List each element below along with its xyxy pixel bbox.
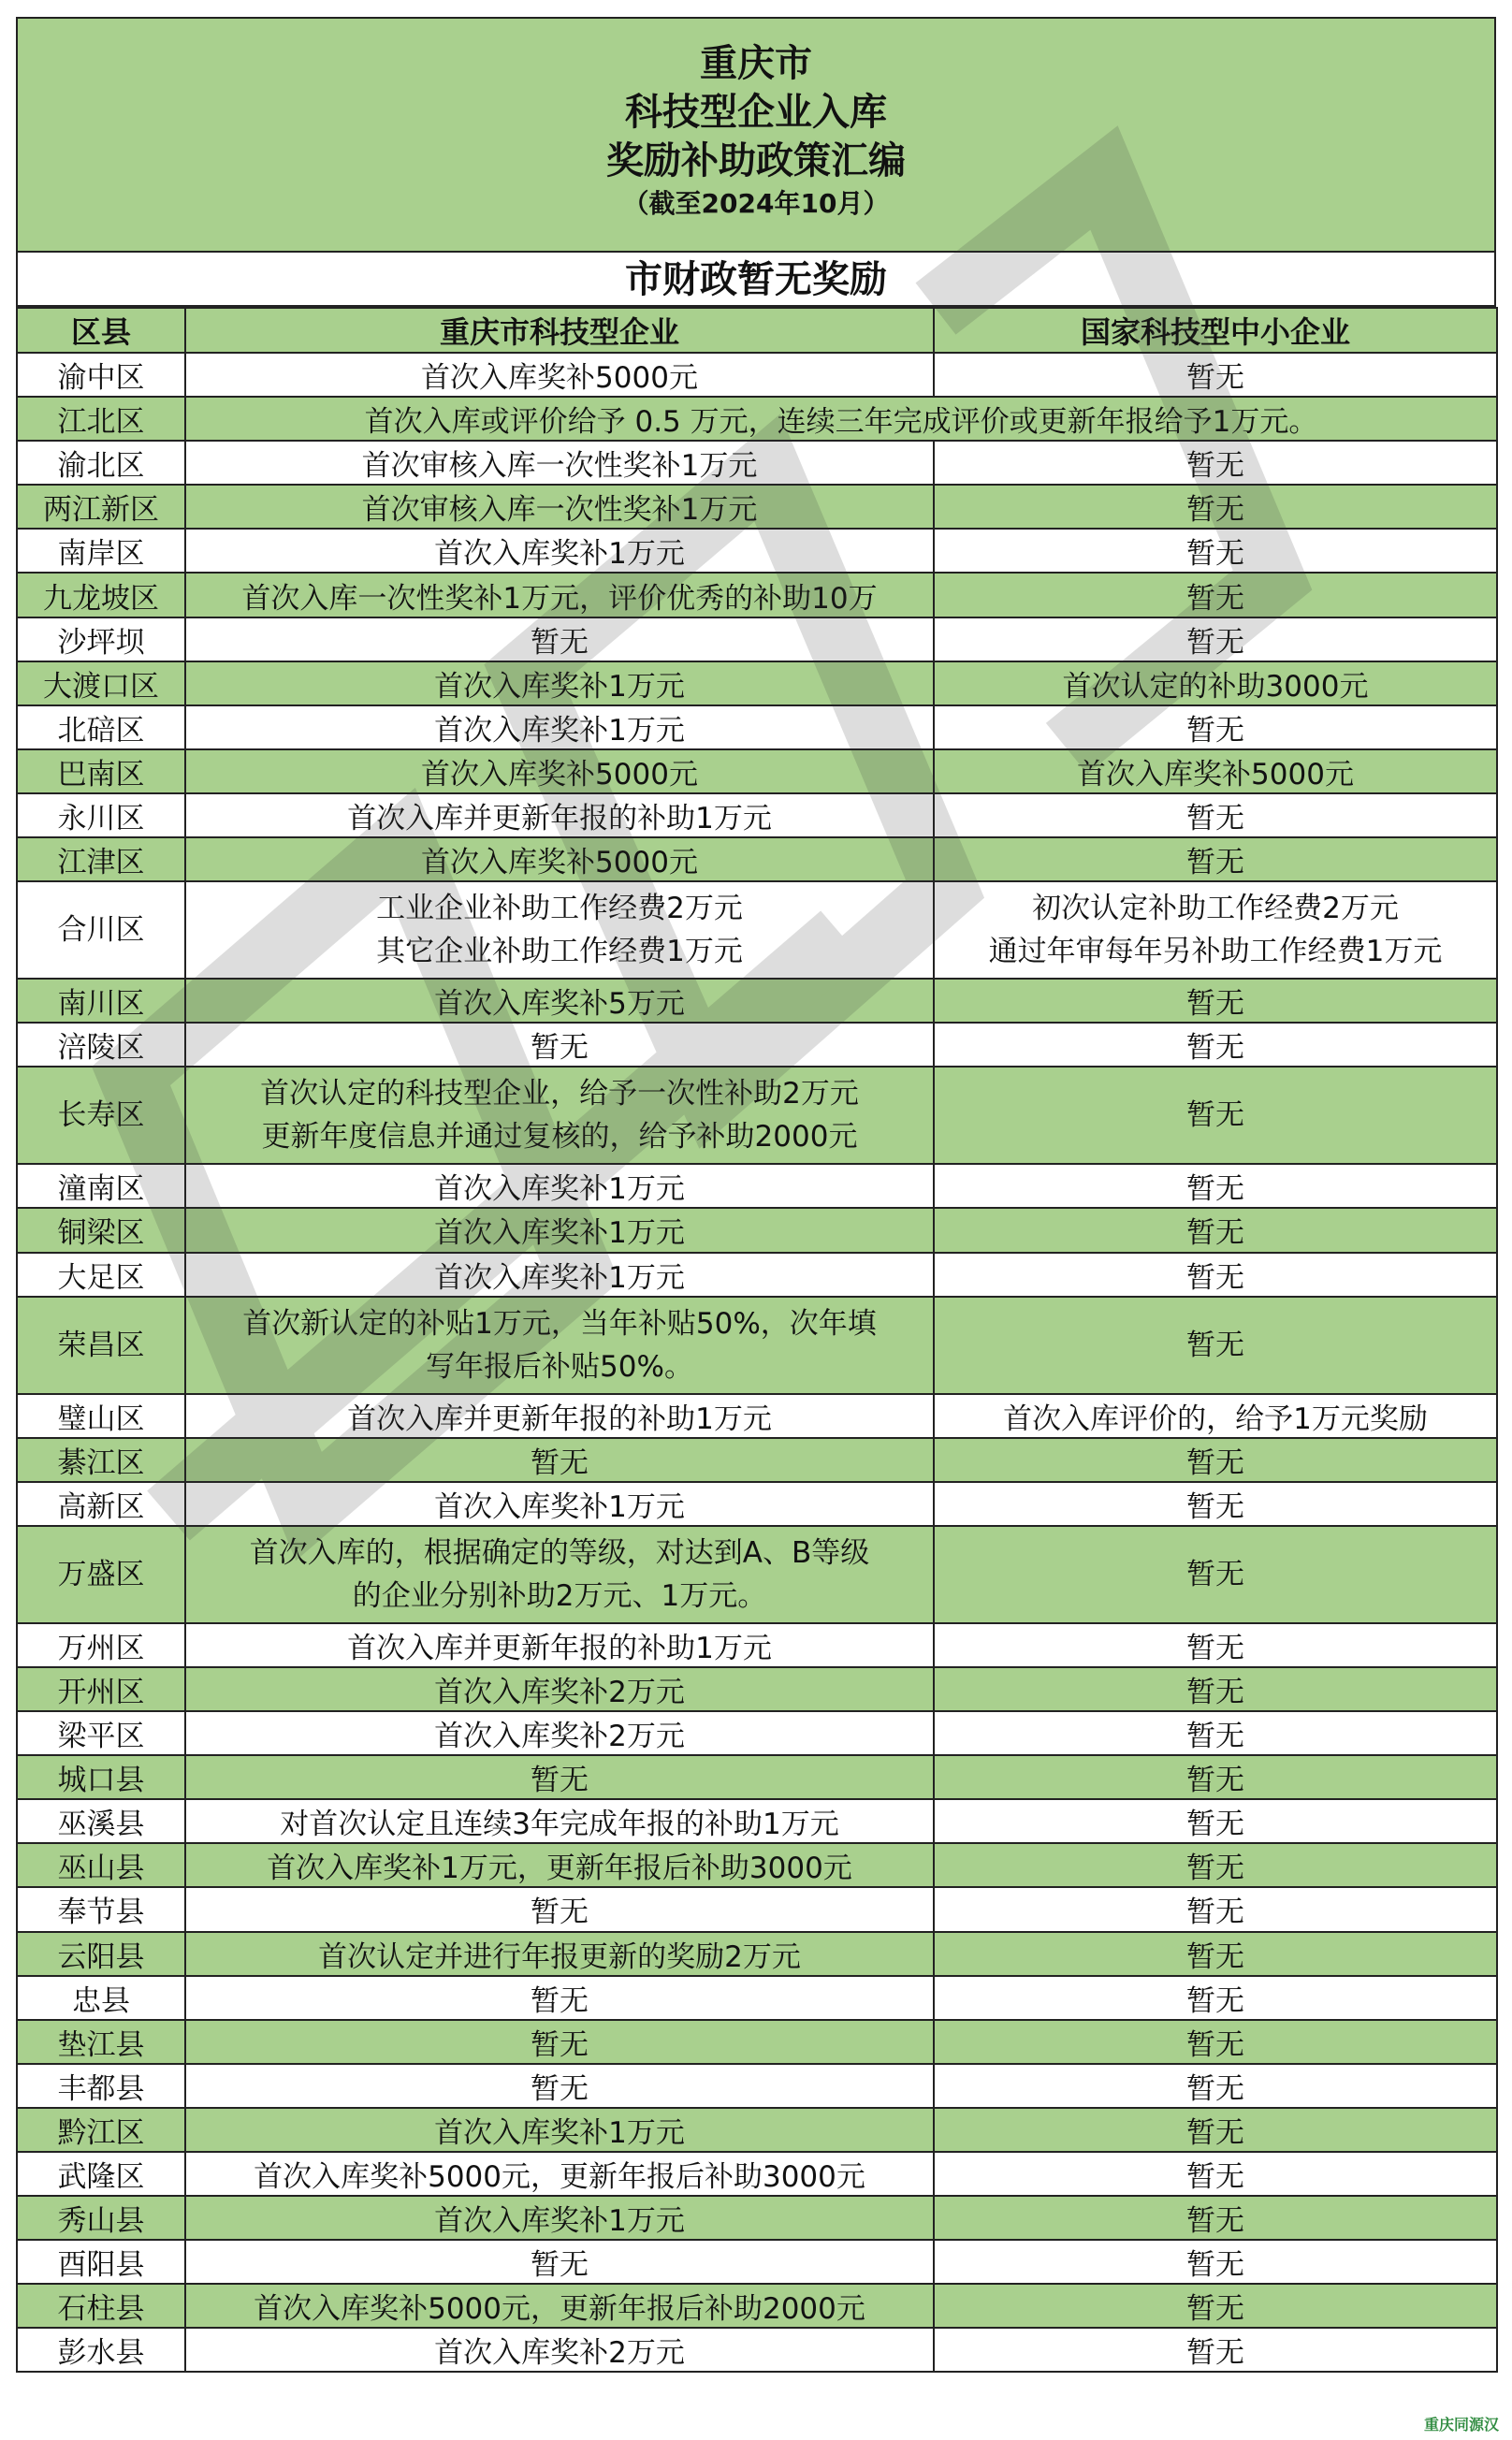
- city-policy-line-2: 其它企业补助工作经费1万元: [376, 935, 743, 969]
- national-policy-cell: [934, 881, 1497, 979]
- city-policy-cell: [185, 793, 934, 837]
- city-policy-line: 暂无: [531, 2027, 589, 2062]
- city-policy-line: 首次入库奖补2万元: [434, 2336, 685, 2371]
- national-policy-line: 暂无: [1186, 2160, 1244, 2195]
- district-cell: 高新区: [17, 1482, 185, 1526]
- district-cell: 荣昌区: [17, 1297, 185, 1394]
- table-row: [17, 353, 1497, 397]
- header-district: 区县: [17, 308, 185, 353]
- city-policy-cell: [185, 705, 934, 749]
- national-policy-cell: [934, 705, 1497, 749]
- city-policy-line: 暂无: [531, 1445, 589, 1480]
- national-policy-cell: [934, 1164, 1497, 1208]
- national-policy-line: 暂无: [1186, 449, 1244, 484]
- city-policy-line: 首次入库奖补5000元: [421, 757, 698, 792]
- city-policy-cell: [185, 979, 934, 1023]
- national-policy-line: 暂无: [1186, 1939, 1244, 1974]
- district-cell: 奉节县: [17, 1887, 185, 1931]
- table-row: [17, 2240, 1497, 2284]
- national-policy-cell: [934, 1887, 1497, 1931]
- brand-mark: 重庆同源汉: [1423, 2416, 1499, 2433]
- city-policy-line: 首次入库奖补5000元: [421, 361, 698, 396]
- national-policy-cell: [934, 749, 1497, 793]
- subtitle: 市财政暂无奖励: [16, 253, 1496, 307]
- city-policy-line: 暂无: [531, 1031, 589, 1066]
- table-row: [17, 2328, 1497, 2372]
- city-policy-line: 首次入库奖补2万元: [434, 1676, 685, 1710]
- city-policy-line: 工业企业补助工作经费2万元: [376, 892, 743, 926]
- district-cell: 城口县: [17, 1755, 185, 1799]
- table-row: [17, 2108, 1497, 2152]
- district-cell: 武隆区: [17, 2152, 185, 2196]
- city-policy-line: 首次入库并更新年报的补助1万元: [347, 1631, 772, 1665]
- national-policy-line: 暂无: [1186, 581, 1244, 616]
- table-row: [17, 1843, 1497, 1887]
- national-policy-line: 暂无: [1186, 2115, 1244, 2150]
- city-policy-line: 首次入库奖补1万元: [434, 1489, 685, 1524]
- national-policy-cell: [934, 1023, 1497, 1067]
- district-cell: 巫溪县: [17, 1799, 185, 1843]
- district-cell: 开州区: [17, 1667, 185, 1711]
- city-policy-line: 首次审核入库一次性奖补1万元: [361, 493, 758, 528]
- national-policy-cell: [934, 1667, 1497, 1711]
- city-policy-cell: [185, 617, 934, 661]
- table-row: [17, 1482, 1497, 1526]
- table-row: [17, 1755, 1497, 1799]
- city-policy-line: 暂无: [531, 1895, 589, 1930]
- district-cell: 巫山县: [17, 1843, 185, 1887]
- table-row: [17, 1438, 1497, 1482]
- table-row: [17, 397, 1497, 441]
- national-policy-line: 暂无: [1186, 361, 1244, 396]
- table-row: [17, 1887, 1497, 1931]
- national-policy-line: 暂无: [1186, 987, 1244, 1022]
- table-row: [17, 617, 1497, 661]
- city-policy-line: 暂无: [531, 2248, 589, 2283]
- district-cell: 江津区: [17, 837, 185, 881]
- national-policy-cell: [934, 1208, 1497, 1252]
- city-policy-cell: [185, 1482, 934, 1526]
- national-policy-line: 暂无: [1186, 625, 1244, 660]
- table-row: [17, 979, 1497, 1023]
- national-policy-line: 暂无: [1186, 1445, 1244, 1480]
- national-policy-line: 暂无: [1186, 846, 1244, 880]
- district-cell: 綦江区: [17, 1438, 185, 1482]
- national-policy-line: 暂无: [1186, 1216, 1244, 1251]
- city-policy-line: 对首次认定且连续3年完成年报的补助1万元: [280, 1808, 839, 1842]
- city-policy-line: 首次入库奖补1万元，更新年报后补助3000元: [267, 1852, 852, 1886]
- national-policy-cell: [934, 485, 1497, 529]
- national-policy-line: 暂无: [1186, 1328, 1244, 1362]
- city-policy-cell: [185, 1755, 934, 1799]
- national-policy-cell: [934, 793, 1497, 837]
- header-city: 重庆市科技型企业: [185, 308, 934, 353]
- city-policy-cell: [185, 881, 934, 979]
- city-policy-cell: [185, 1023, 934, 1067]
- city-policy-line: 首次入库奖补2万元: [434, 1720, 685, 1754]
- district-cell: 九龙坡区: [17, 573, 185, 617]
- national-policy-cell: [934, 2240, 1497, 2284]
- city-policy-cell: [185, 2064, 934, 2108]
- national-policy-cell: [934, 2328, 1497, 2372]
- district-cell: 铜梁区: [17, 1208, 185, 1252]
- district-cell: 南川区: [17, 979, 185, 1023]
- city-policy-cell: [185, 1438, 934, 1482]
- national-policy-cell: [934, 1843, 1497, 1887]
- city-policy-cell: [185, 1667, 934, 1711]
- table-row: [17, 2020, 1497, 2064]
- national-policy-cell: [934, 1976, 1497, 2020]
- national-policy-cell: [934, 1799, 1497, 1843]
- city-policy-line: 暂无: [531, 1764, 589, 1798]
- city-policy-line: 暂无: [531, 2071, 589, 2106]
- national-policy-cell: [934, 1623, 1497, 1667]
- national-policy-line: 暂无: [1186, 1631, 1244, 1665]
- district-cell: 大渡口区: [17, 661, 185, 705]
- city-policy-line: 首次入库奖补5000元，更新年报后补助2000元: [254, 2292, 865, 2327]
- city-policy-cell: [185, 485, 934, 529]
- table-row: [17, 1253, 1497, 1297]
- district-cell: 潼南区: [17, 1164, 185, 1208]
- national-policy-line: 暂无: [1186, 1764, 1244, 1798]
- table-row: [17, 705, 1497, 749]
- city-policy-line: 首次入库的，根据确定的等级，对达到A、B等级: [249, 1535, 870, 1570]
- national-policy-cell: [934, 1394, 1497, 1438]
- district-cell: 江北区: [17, 397, 185, 441]
- city-policy-line: 首次入库奖补1万元: [434, 2204, 685, 2239]
- title-line-2: 科技型企业入库: [625, 91, 887, 134]
- table-row: [17, 837, 1497, 881]
- table-row: [17, 1394, 1497, 1438]
- title-block: [16, 17, 1496, 253]
- city-policy-cell: [185, 661, 934, 705]
- district-cell: 云阳县: [17, 1932, 185, 1976]
- national-policy-line: 暂无: [1186, 1172, 1244, 1207]
- national-policy-cell: [934, 979, 1497, 1023]
- table-row: [17, 1799, 1497, 1843]
- table-row: [17, 793, 1497, 837]
- city-policy-cell: [185, 1297, 934, 1394]
- national-policy-cell: [934, 2064, 1497, 2108]
- table-row: [17, 1023, 1497, 1067]
- city-policy-line: 首次入库奖补1万元: [434, 1172, 685, 1207]
- national-policy-line-2: 通过年审每年另补助工作经费1万元: [988, 935, 1443, 969]
- national-policy-cell: [934, 2196, 1497, 2240]
- national-policy-line: 暂无: [1186, 1031, 1244, 1066]
- national-policy-cell: [934, 2108, 1497, 2152]
- city-policy-cell: [185, 353, 934, 397]
- city-policy-line: 首次入库一次性奖补1万元，评价优秀的补助10万: [241, 581, 878, 616]
- table-row: [17, 1208, 1497, 1252]
- city-policy-line-2: 写年报后补贴50%。: [426, 1349, 693, 1384]
- district-cell: 两江新区: [17, 485, 185, 529]
- district-cell: 石柱县: [17, 2284, 185, 2328]
- district-cell: 璧山区: [17, 1394, 185, 1438]
- table-row: [17, 2196, 1497, 2240]
- district-cell: 黔江区: [17, 2108, 185, 2152]
- city-policy-cell: [185, 1394, 934, 1438]
- city-policy-cell: [185, 2020, 934, 2064]
- city-policy-cell: [185, 2108, 934, 2152]
- city-policy-line: 首次入库奖补5000元，更新年报后补助3000元: [254, 2160, 865, 2195]
- national-policy-line: 暂无: [1186, 1557, 1244, 1591]
- national-policy-cell: [934, 1755, 1497, 1799]
- district-cell: 忠县: [17, 1976, 185, 2020]
- table-row: [17, 1067, 1497, 1164]
- city-policy-line: 首次审核入库一次性奖补1万元: [361, 449, 758, 484]
- table-row: [17, 2064, 1497, 2108]
- table-row: [17, 485, 1497, 529]
- district-cell: 丰都县: [17, 2064, 185, 2108]
- table-row: [17, 1711, 1497, 1755]
- city-policy-line: 首次新认定的补贴1万元，当年补贴50%，次年填: [242, 1306, 877, 1341]
- national-policy-cell: [934, 2284, 1497, 2328]
- national-policy-cell: [934, 661, 1497, 705]
- table-row: [17, 1526, 1497, 1623]
- national-policy-line: 暂无: [1186, 1489, 1244, 1524]
- national-policy-line: 暂无: [1186, 2292, 1244, 2327]
- district-cell: 万州区: [17, 1623, 185, 1667]
- table-row: [17, 1932, 1497, 1976]
- national-policy-line: 暂无: [1186, 801, 1244, 835]
- city-policy-line: 首次认定并进行年报更新的奖励2万元: [318, 1939, 801, 1974]
- table-row: [17, 1623, 1497, 1667]
- national-policy-line: 首次入库奖补5000元: [1077, 757, 1354, 792]
- city-policy-cell: [185, 1067, 934, 1164]
- table-row: [17, 2152, 1497, 2196]
- city-policy-cell: [185, 1799, 934, 1843]
- national-policy-cell: [934, 837, 1497, 881]
- city-policy-cell: [185, 1711, 934, 1755]
- national-policy-line: 暂无: [1186, 2248, 1244, 2283]
- city-policy-cell: [185, 1253, 934, 1297]
- table-row: [17, 573, 1497, 617]
- city-policy-line: 首次入库奖补1万元: [434, 2115, 685, 2150]
- title-line-3: 奖励补助政策汇编: [606, 139, 906, 182]
- district-cell: 大足区: [17, 1253, 185, 1297]
- national-policy-line: 暂无: [1186, 2204, 1244, 2239]
- national-policy-cell: [934, 441, 1497, 485]
- city-policy-cell: [185, 573, 934, 617]
- table-row: [17, 1297, 1497, 1394]
- city-policy-line: 首次入库并更新年报的补助1万元: [347, 1402, 772, 1436]
- city-policy-cell: [185, 2328, 934, 2372]
- city-policy-cell: [185, 1932, 934, 1976]
- national-policy-cell: [934, 353, 1497, 397]
- district-cell: 垫江县: [17, 2020, 185, 2064]
- national-policy-line: 初次认定补助工作经费2万元: [1032, 892, 1399, 926]
- city-policy-line: 首次入库奖补1万元: [434, 1216, 685, 1251]
- national-policy-line: 暂无: [1186, 1852, 1244, 1886]
- national-policy-line: 首次入库评价的，给予1万元奖励: [1003, 1402, 1428, 1436]
- district-cell: 梁平区: [17, 1711, 185, 1755]
- city-policy-line: 首次入库奖补1万元: [434, 537, 685, 572]
- city-policy-line: 首次入库奖补1万元: [434, 669, 685, 704]
- national-policy-line: 暂无: [1186, 1720, 1244, 1754]
- national-policy-cell: [934, 573, 1497, 617]
- city-policy-cell: [185, 1164, 934, 1208]
- merged-policy-cell: 首次入库或评价给予 0.5 万元，连续三年完成评价或更新年报给予1万元。: [185, 397, 1497, 441]
- national-policy-line: 暂无: [1186, 1808, 1244, 1842]
- national-policy-line: 暂无: [1186, 1260, 1244, 1295]
- national-policy-cell: [934, 1438, 1497, 1482]
- table-row: [17, 529, 1497, 573]
- national-policy-line: 暂无: [1186, 2071, 1244, 2106]
- national-policy-line: 暂无: [1186, 2027, 1244, 2062]
- city-policy-line: 暂无: [531, 1983, 589, 2018]
- national-policy-line: 暂无: [1186, 537, 1244, 572]
- national-policy-line: 暂无: [1186, 493, 1244, 528]
- district-cell: 秀山县: [17, 2196, 185, 2240]
- district-cell: 南岸区: [17, 529, 185, 573]
- district-cell: 酉阳县: [17, 2240, 185, 2284]
- table-row: [17, 1667, 1497, 1711]
- city-policy-cell: [185, 1887, 934, 1931]
- city-policy-cell: [185, 1623, 934, 1667]
- table-row: [17, 881, 1497, 979]
- district-cell: 合川区: [17, 881, 185, 979]
- national-policy-cell: [934, 529, 1497, 573]
- title-date: （截至2024年10月）: [622, 188, 890, 219]
- national-policy-line: 暂无: [1186, 2336, 1244, 2371]
- district-cell: 沙坪坝: [17, 617, 185, 661]
- district-cell: 彭水县: [17, 2328, 185, 2372]
- city-policy-cell: [185, 1976, 934, 2020]
- city-policy-cell: [185, 837, 934, 881]
- national-policy-line: 暂无: [1186, 1676, 1244, 1710]
- district-cell: 巴南区: [17, 749, 185, 793]
- city-policy-cell: [185, 1843, 934, 1887]
- district-cell: 永川区: [17, 793, 185, 837]
- city-policy-cell: [185, 749, 934, 793]
- national-policy-line: 暂无: [1186, 713, 1244, 748]
- city-policy-cell: [185, 1526, 934, 1623]
- district-cell: 长寿区: [17, 1067, 185, 1164]
- national-policy-line: 暂无: [1186, 1983, 1244, 2018]
- city-policy-cell: [185, 2284, 934, 2328]
- city-policy-cell: [185, 2152, 934, 2196]
- city-policy-line: 暂无: [531, 625, 589, 660]
- national-policy-cell: [934, 1711, 1497, 1755]
- national-policy-cell: [934, 617, 1497, 661]
- national-policy-cell: [934, 1067, 1497, 1164]
- table-row: [17, 2284, 1497, 2328]
- district-cell: 渝中区: [17, 353, 185, 397]
- city-policy-line: 首次认定的科技型企业，给予一次性补助2万元: [260, 1077, 859, 1111]
- table-row: [17, 749, 1497, 793]
- national-policy-cell: [934, 1482, 1497, 1526]
- national-policy-cell: [934, 1297, 1497, 1394]
- table-row: [17, 441, 1497, 485]
- city-policy-line: 首次入库奖补5万元: [434, 987, 685, 1022]
- table-body: [17, 353, 1497, 2372]
- national-policy-cell: [934, 1932, 1497, 1976]
- city-policy-cell: [185, 2240, 934, 2284]
- city-policy-line: 首次入库奖补1万元: [434, 1260, 685, 1295]
- district-cell: 万盛区: [17, 1526, 185, 1623]
- table-row: [17, 1976, 1497, 2020]
- header-national: 国家科技型中小企业: [934, 308, 1497, 353]
- district-cell: 北碚区: [17, 705, 185, 749]
- district-cell: 渝北区: [17, 441, 185, 485]
- table-row: [17, 1164, 1497, 1208]
- city-policy-cell: [185, 529, 934, 573]
- district-cell: 涪陵区: [17, 1023, 185, 1067]
- city-policy-line: 首次入库奖补1万元: [434, 713, 685, 748]
- national-policy-cell: [934, 1253, 1497, 1297]
- policy-table: [16, 307, 1498, 2373]
- national-policy-cell: [934, 2152, 1497, 2196]
- national-policy-line: 暂无: [1186, 1895, 1244, 1930]
- city-policy-line-2: 的企业分别补助2万元、1万元。: [352, 1578, 767, 1613]
- national-policy-cell: [934, 1526, 1497, 1623]
- table-row: [17, 661, 1497, 705]
- national-policy-line: 暂无: [1186, 1098, 1244, 1133]
- table-header-row: [17, 308, 1497, 353]
- policy-sheet: [16, 17, 1496, 2373]
- national-policy-cell: [934, 2020, 1497, 2064]
- city-policy-line-2: 更新年度信息并通过复核的，给予补助2000元: [261, 1120, 858, 1155]
- city-policy-cell: [185, 1208, 934, 1252]
- city-policy-cell: [185, 441, 934, 485]
- city-policy-line: 首次入库奖补5000元: [421, 846, 698, 880]
- national-policy-line: 首次认定的补助3000元: [1062, 669, 1369, 704]
- title-line-1: 重庆市: [700, 42, 812, 85]
- city-policy-cell: [185, 2196, 934, 2240]
- city-policy-line: 首次入库并更新年报的补助1万元: [347, 801, 772, 835]
